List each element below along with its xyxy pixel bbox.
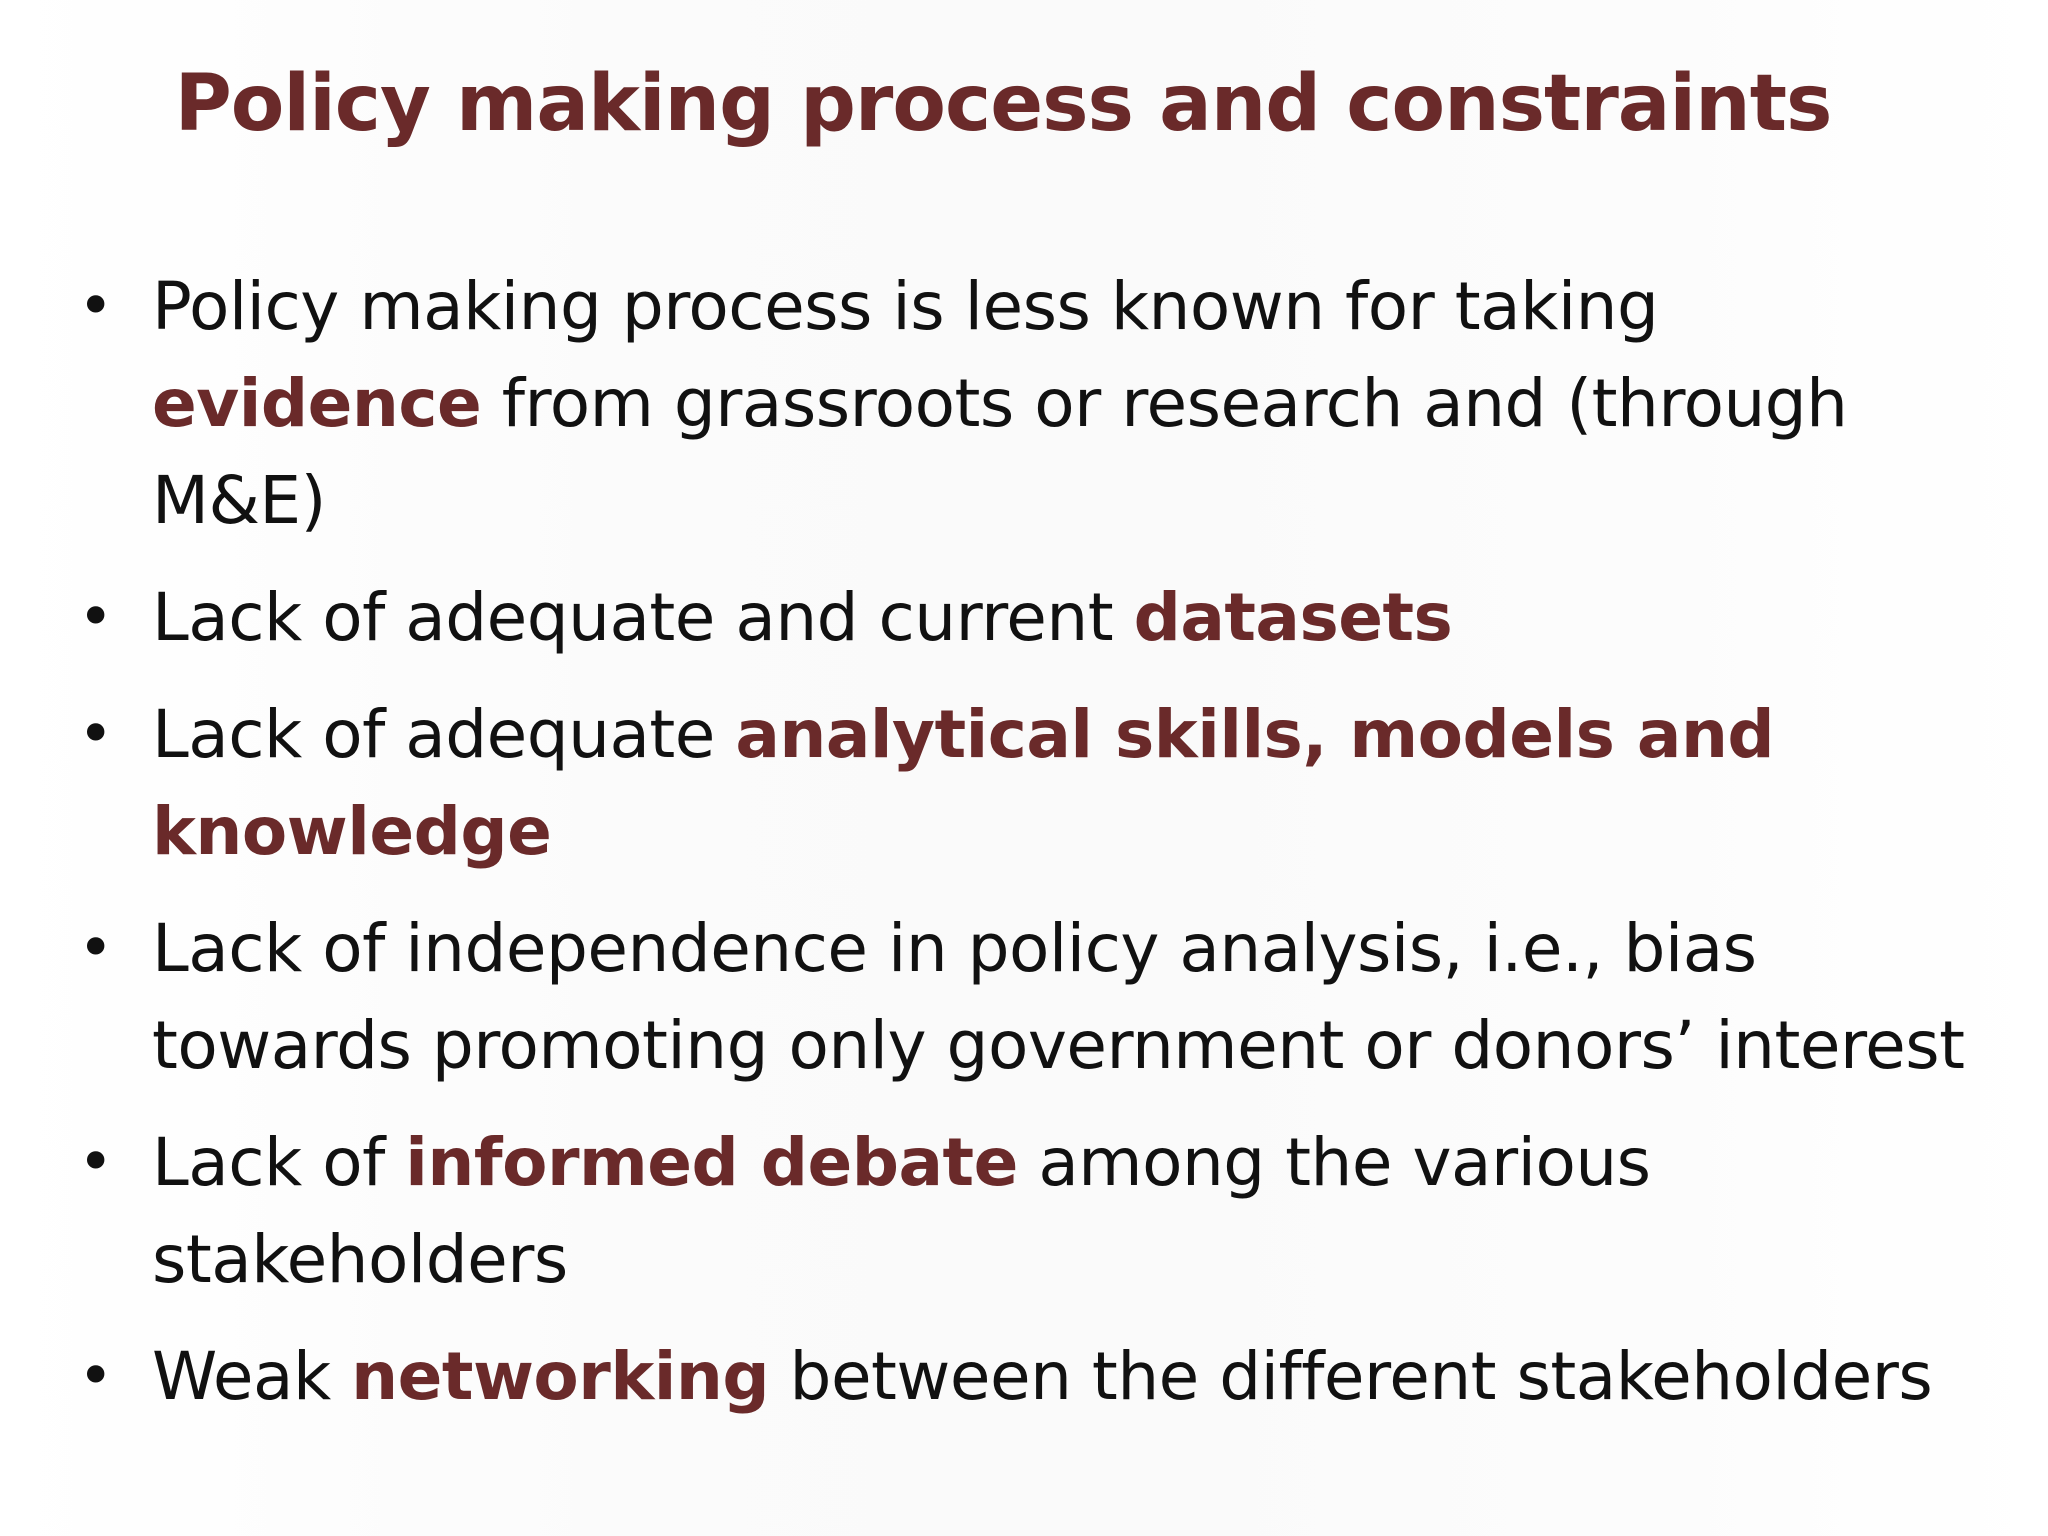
bullet-item-skills [68,686,2008,880]
bullet-emphasis: evidence [152,365,482,442]
bullet-text: Lack of [152,1124,406,1201]
bullet-dot: • [78,699,113,769]
bullet-text: Lack of adequate [152,696,736,773]
bullet-dot: • [78,913,113,983]
bullet-emphasis: datasets [1133,579,1453,656]
bullet-text: Policy making process is less known for taking [152,268,1659,345]
bullet-item-datasets [68,569,2008,666]
bullet-text: among the various stakeholders [152,1124,1651,1298]
bullet-emphasis: networking [351,1338,770,1415]
bullet-text: Lack of adequate and current [152,579,1134,656]
bullet-item-debate [68,1114,2008,1308]
bullet-text: Lack of independence in policy analysis, i.e., bias towards promoting only government or donors’ interest [152,910,1965,1084]
bullet-dot: • [78,1341,113,1411]
bullet-emphasis: informed debate [405,1124,1018,1201]
bullet-list [68,258,2008,1445]
bullet-item-independence [68,900,2008,1094]
bullet-text: between the different stakeholders [769,1338,1933,1415]
slide-title: Policy making process and constraints [174,59,1832,149]
bullet-text: Weak [152,1338,352,1415]
bullet-item-evidence [68,258,2008,549]
bullet-emphasis: analytical skills, models and knowledge [152,696,1775,870]
bullet-dot: • [78,271,113,341]
bullet-dot: • [78,1127,113,1197]
bullet-text: from grassroots or research and (through M&E) [152,365,1848,539]
bullet-dot: • [78,582,113,652]
bullet-item-networking [68,1328,2008,1425]
